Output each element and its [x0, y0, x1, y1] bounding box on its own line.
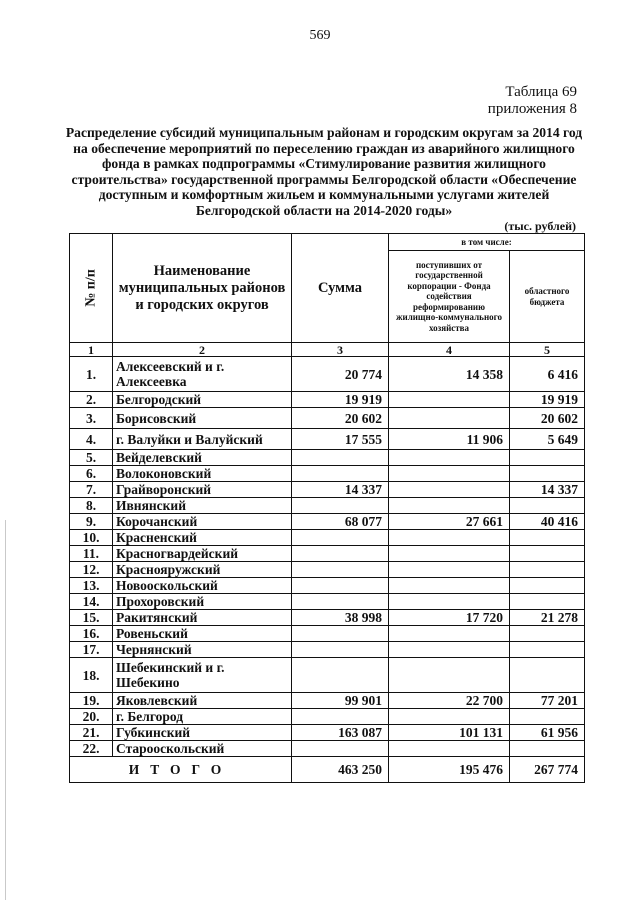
- sum-value: [292, 741, 389, 757]
- regional-value: 77 201: [510, 693, 585, 709]
- table-row: [70, 594, 585, 610]
- regional-value: [510, 498, 585, 514]
- row-index: 11.: [70, 546, 113, 562]
- sum-value: [292, 642, 389, 658]
- total-label: ИТОГО: [70, 757, 292, 783]
- district-name: Алексеевский и г. Алексеевка: [113, 357, 292, 392]
- fund-value: 27 661: [389, 514, 510, 530]
- table-row: [70, 709, 585, 725]
- row-index: 8.: [70, 498, 113, 514]
- row-index: 6.: [70, 466, 113, 482]
- row-index: 19.: [70, 693, 113, 709]
- district-name: Борисовский: [113, 408, 292, 429]
- scan-edge: [5, 520, 6, 900]
- district-name: г. Валуйки и Валуйский: [113, 429, 292, 450]
- table-row: [70, 578, 585, 594]
- regional-value: [510, 562, 585, 578]
- sum-value: [292, 450, 389, 466]
- regional-value: [510, 466, 585, 482]
- table-row: [70, 498, 585, 514]
- sum-value: [292, 594, 389, 610]
- table-row: [70, 741, 585, 757]
- header-including: в том числе:: [389, 234, 585, 251]
- sum-value: [292, 578, 389, 594]
- sum-value: 20 602: [292, 408, 389, 429]
- fund-value: [389, 642, 510, 658]
- table-row: [70, 408, 585, 429]
- sum-value: 38 998: [292, 610, 389, 626]
- fund-value: [389, 626, 510, 642]
- header-number-label: № п/п: [83, 269, 99, 307]
- sum-value: 14 337: [292, 482, 389, 498]
- regional-value: 61 956: [510, 725, 585, 741]
- district-name: Белгородский: [113, 392, 292, 408]
- document-title: Распределение субсидий муниципальным районам и городским округам за 2014 год на обеспечение мероприятий по переселению граждан из аварийного жилищного фонда в рамках подпрограммы «Стимулирование развития жилищного строительства» государственной программы Белгородской области «Обеспечение доступным и комфортным жильем и коммунальными услугами жителей Белгородской области на 2014-2020 годы»: [65, 125, 583, 218]
- sum-value: [292, 466, 389, 482]
- regional-value: [510, 626, 585, 642]
- total-regional: 267 774: [510, 757, 585, 783]
- regional-value: 20 602: [510, 408, 585, 429]
- district-name: Новооскольский: [113, 578, 292, 594]
- row-index: 12.: [70, 562, 113, 578]
- regional-value: [510, 642, 585, 658]
- sum-value: [292, 498, 389, 514]
- district-name: Прохоровский: [113, 594, 292, 610]
- table-row: [70, 642, 585, 658]
- regional-value: 5 649: [510, 429, 585, 450]
- sum-value: 163 087: [292, 725, 389, 741]
- subsidy-table: [69, 233, 585, 783]
- fund-value: 101 131: [389, 725, 510, 741]
- regional-value: 14 337: [510, 482, 585, 498]
- fund-value: 14 358: [389, 357, 510, 392]
- district-name: Волоконовский: [113, 466, 292, 482]
- table-row: [70, 450, 585, 466]
- fund-value: 17 720: [389, 610, 510, 626]
- regional-value: [510, 594, 585, 610]
- district-name: Ровеньский: [113, 626, 292, 642]
- total-row: [70, 757, 585, 783]
- row-index: 20.: [70, 709, 113, 725]
- district-name: Вейделевский: [113, 450, 292, 466]
- row-index: 2.: [70, 392, 113, 408]
- header-number: [70, 234, 113, 343]
- table-row: [70, 626, 585, 642]
- row-index: 5.: [70, 450, 113, 466]
- district-name: Чернянский: [113, 642, 292, 658]
- total-sum: 463 250: [292, 757, 389, 783]
- sum-value: 19 919: [292, 392, 389, 408]
- row-index: 3.: [70, 408, 113, 429]
- regional-value: [510, 658, 585, 693]
- header-sum: Сумма: [292, 234, 389, 343]
- table-row: [70, 610, 585, 626]
- sum-value: [292, 626, 389, 642]
- units-note: (тыс. рублей): [504, 219, 576, 233]
- district-name: Грайворонский: [113, 482, 292, 498]
- row-index: 16.: [70, 626, 113, 642]
- sum-value: 68 077: [292, 514, 389, 530]
- fund-value: [389, 578, 510, 594]
- regional-value: [510, 530, 585, 546]
- column-number: 1: [70, 343, 113, 357]
- row-index: 17.: [70, 642, 113, 658]
- fund-value: [389, 450, 510, 466]
- regional-value: [510, 546, 585, 562]
- column-number: 5: [510, 343, 585, 357]
- row-index: 7.: [70, 482, 113, 498]
- sum-value: [292, 658, 389, 693]
- fund-value: [389, 466, 510, 482]
- district-name: Ивнянский: [113, 498, 292, 514]
- row-index: 15.: [70, 610, 113, 626]
- district-name: Красненский: [113, 530, 292, 546]
- regional-value: 19 919: [510, 392, 585, 408]
- district-name: г. Белгород: [113, 709, 292, 725]
- regional-value: 21 278: [510, 610, 585, 626]
- row-index: 22.: [70, 741, 113, 757]
- table-row: [70, 466, 585, 482]
- appendix-number: приложения 8: [487, 101, 577, 117]
- row-index: 14.: [70, 594, 113, 610]
- fund-value: 22 700: [389, 693, 510, 709]
- fund-value: [389, 562, 510, 578]
- regional-value: [510, 741, 585, 757]
- table-row: [70, 392, 585, 408]
- sum-value: 20 774: [292, 357, 389, 392]
- regional-value: 40 416: [510, 514, 585, 530]
- district-name: Шебекинский и г. Шебекино: [113, 658, 292, 693]
- table-row: [70, 693, 585, 709]
- district-name: Губкинский: [113, 725, 292, 741]
- fund-value: [389, 498, 510, 514]
- table-row: [70, 658, 585, 693]
- district-name: Корочанский: [113, 514, 292, 530]
- row-index: 9.: [70, 514, 113, 530]
- sum-value: [292, 546, 389, 562]
- header-row: [70, 234, 585, 251]
- district-name: Красногвардейский: [113, 546, 292, 562]
- fund-value: [389, 530, 510, 546]
- row-index: 13.: [70, 578, 113, 594]
- district-name: Яковлевский: [113, 693, 292, 709]
- column-number: 4: [389, 343, 510, 357]
- sum-value: 99 901: [292, 693, 389, 709]
- regional-value: 6 416: [510, 357, 585, 392]
- row-index: 10.: [70, 530, 113, 546]
- table-number: Таблица 69: [505, 84, 577, 100]
- fund-value: [389, 546, 510, 562]
- table-row: [70, 429, 585, 450]
- row-index: 1.: [70, 357, 113, 392]
- row-index: 21.: [70, 725, 113, 741]
- fund-value: [389, 658, 510, 693]
- sum-value: 17 555: [292, 429, 389, 450]
- regional-value: [510, 450, 585, 466]
- column-number-row: [70, 343, 585, 357]
- page-number: 569: [309, 28, 331, 43]
- sum-value: [292, 709, 389, 725]
- row-index: 4.: [70, 429, 113, 450]
- table-row: [70, 482, 585, 498]
- fund-value: [389, 709, 510, 725]
- fund-value: [389, 594, 510, 610]
- fund-value: [389, 392, 510, 408]
- sum-value: [292, 530, 389, 546]
- table-row: [70, 530, 585, 546]
- table-reference: [488, 84, 577, 118]
- district-name: Краснояружский: [113, 562, 292, 578]
- column-number: 2: [113, 343, 292, 357]
- table-row: [70, 562, 585, 578]
- table-row: [70, 725, 585, 741]
- district-name: Ракитянский: [113, 610, 292, 626]
- row-index: 18.: [70, 658, 113, 693]
- table-row: [70, 357, 585, 392]
- district-name: Старооскольский: [113, 741, 292, 757]
- table-row: [70, 514, 585, 530]
- regional-value: [510, 709, 585, 725]
- fund-value: [389, 408, 510, 429]
- fund-value: 11 906: [389, 429, 510, 450]
- total-fund: 195 476: [389, 757, 510, 783]
- column-number: 3: [292, 343, 389, 357]
- sum-value: [292, 562, 389, 578]
- header-regional: областного бюджета: [510, 251, 585, 343]
- header-fund: поступивших от государственной корпорации - Фонда содействия реформированию жилищно-коммунального хозяйства: [389, 251, 510, 343]
- fund-value: [389, 741, 510, 757]
- header-name: Наименование муниципальных районов и городских округов: [113, 234, 292, 343]
- regional-value: [510, 578, 585, 594]
- table-row: [70, 546, 585, 562]
- fund-value: [389, 482, 510, 498]
